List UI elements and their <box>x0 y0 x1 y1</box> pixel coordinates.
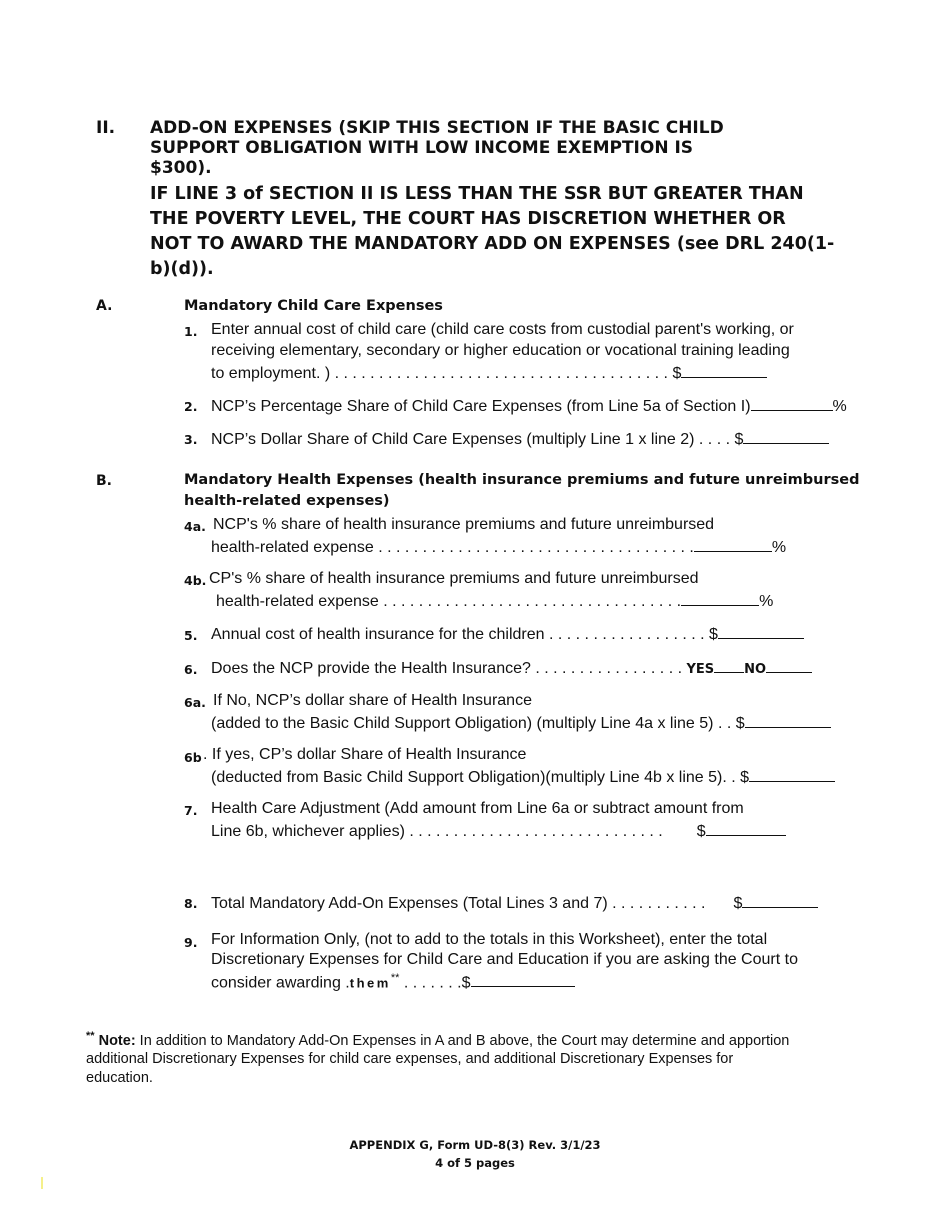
item-6b-line: (deducted from Basic Child Support Obligation)(multiply Line 4b x line 5). . $ <box>211 769 750 786</box>
part-b-title-line: health-related expenses) <box>184 493 390 509</box>
ncp-health-dollar-field[interactable] <box>745 711 831 728</box>
item-4b-text <box>209 568 699 589</box>
item-4a-text <box>213 514 714 535</box>
item-9-line: For Information Only, (not to add to the totals in this Worksheet), enter the total <box>211 931 768 948</box>
item-7-text <box>211 798 786 842</box>
item-number: 5. <box>184 628 198 643</box>
item-5-text <box>211 622 804 645</box>
item-8-text <box>211 891 818 914</box>
item-8-label: Total Mandatory Add-On Expenses (Total Lines 3 and 7) . . . . . . . . . . . <box>211 895 706 912</box>
discretion-line: NOT TO AWARD THE MANDATORY ADD ON EXPENSES (see DRL 240(1- <box>150 234 835 254</box>
ncp-childcare-dollar-field[interactable] <box>743 427 829 444</box>
item-9-suffix: . . . . . . .$ <box>399 974 471 992</box>
footnote-marker: ** <box>390 972 400 984</box>
part-b-title <box>184 470 859 512</box>
ncp-childcare-percent-field[interactable] <box>751 394 833 411</box>
discretion-line: IF LINE 3 of SECTION II IS LESS THAN THE SSR BUT GREATER THAN <box>150 184 804 204</box>
item-1-line: to employment. ) . . . . . . . . . . . . . . . . . . . . . . . . . . . . . . . . . . . . . . $ <box>211 365 682 382</box>
item-number: 3. <box>184 432 198 447</box>
item-number: 9. <box>184 935 198 950</box>
item-number: 6. <box>184 662 198 677</box>
percent-sign: % <box>759 593 774 610</box>
part-a-letter: A. <box>96 298 113 314</box>
no-label: NO <box>744 662 767 677</box>
part-b-letter: B. <box>96 473 112 489</box>
item-number: 8. <box>184 896 198 911</box>
item-number: 4b. <box>184 573 207 588</box>
item-3-label: NCP’s Dollar Share of Child Care Expenses (multiply Line 1 x line 2) . . . . $ <box>211 431 744 448</box>
item-6b-text <box>203 744 526 765</box>
item-7-line: Health Care Adjustment (Add amount from Line 6a or subtract amount from <box>211 800 744 817</box>
item-6-text <box>211 656 812 680</box>
item-number: 1. <box>184 324 198 339</box>
ncp-health-percent-field[interactable] <box>694 535 772 552</box>
yes-label: YES <box>686 662 715 677</box>
health-care-adjustment-field[interactable] <box>706 819 786 836</box>
child-care-cost-field[interactable] <box>681 361 767 378</box>
item-4a-text-2 <box>211 535 786 558</box>
item-5-label: Annual cost of health insurance for the children . . . . . . . . . . . . . . . . . . $ <box>211 626 718 643</box>
section-roman-numeral: II. <box>96 118 116 138</box>
item-9-text <box>211 930 798 993</box>
dollar-sign: $ <box>696 823 706 840</box>
item-number: 6b <box>184 750 202 765</box>
item-9-spaced-word: them <box>349 975 391 991</box>
item-4b-text-2 <box>216 589 773 612</box>
part-a-title: Mandatory Child Care Expenses <box>184 298 443 314</box>
section-discretion-heading <box>150 182 834 282</box>
section-heading-line: SUPPORT OBLIGATION WITH LOW INCOME EXEMPTION IS <box>150 138 694 158</box>
item-6a-text <box>213 690 532 711</box>
cp-health-dollar-field[interactable] <box>749 765 835 782</box>
item-4b-line: CP's % share of health insurance premiums and future unreimbursed <box>209 570 699 587</box>
health-insurance-cost-field[interactable] <box>718 622 804 639</box>
item-4a-line: NCP's % share of health insurance premiums and future unreimbursed <box>213 516 715 533</box>
item-1-line: receiving elementary, secondary or higher education or vocational training leading <box>211 342 790 359</box>
item-2-text <box>211 394 847 417</box>
item-4a-line: health-related expense . . . . . . . . . . . . . . . . . . . . . . . . . . . . . . . . . . . . <box>211 539 694 556</box>
item-6b-text-2 <box>211 765 835 788</box>
item-6a-line: (added to the Basic Child Support Obligation) (multiply Line 4a x line 5) . . $ <box>211 715 745 732</box>
item-2-label: NCP’s Percentage Share of Child Care Expenses (from Line 5a of Section I) <box>211 398 751 415</box>
item-6a-line: If No, NCP’s dollar share of Health Insurance <box>213 692 532 709</box>
footnote <box>86 1027 866 1087</box>
total-addon-expenses-field[interactable] <box>742 891 818 908</box>
discretionary-expenses-field[interactable] <box>471 970 575 987</box>
form-identifier: APPENDIX G, Form UD-8(3) Rev. 3/1/23 <box>349 1138 601 1152</box>
item-number: 6a. <box>184 695 206 710</box>
percent-sign: % <box>771 539 787 556</box>
item-1-text <box>211 319 794 384</box>
part-b-title-line: Mandatory Health Expenses (health insurance premiums and future unreimbursed <box>184 472 860 488</box>
discretion-line: THE POVERTY LEVEL, THE COURT HAS DISCRETION WHETHER OR <box>150 209 786 229</box>
item-number: 4a. <box>184 519 206 534</box>
discretion-line: b)(d)). <box>150 259 214 279</box>
item-1-line: Enter annual cost of child care (child care costs from custodial parent's working, or <box>211 321 794 338</box>
item-number: 2. <box>184 399 198 414</box>
item-9-line: Discretionary Expenses for Child Care and Education if you are asking the Court to <box>211 950 798 968</box>
note-line: education. <box>86 1069 153 1086</box>
page-number: 4 of 5 pages <box>435 1156 515 1170</box>
section-heading-line: ADD-ON EXPENSES (SKIP THIS SECTION IF THE BASIC CHILD <box>150 118 724 138</box>
percent-sign: % <box>832 398 847 415</box>
note-line: In addition to Mandatory Add-On Expenses in A and B above, the Court may determine and apportion <box>135 1032 790 1049</box>
no-field[interactable] <box>766 656 812 673</box>
note-line: additional Discretionary Expenses for child care expenses, and additional Discretionary Expenses for <box>86 1051 734 1068</box>
item-7-line: Line 6b, whichever applies) . . . . . . . . . . . . . . . . . . . . . . . . . . . . . <box>211 823 663 840</box>
highlight-mark <box>41 1177 43 1189</box>
item-3-text <box>211 427 829 450</box>
section-heading-line: $300). <box>150 158 212 178</box>
item-6-label: Does the NCP provide the Health Insurance? . . . . . . . . . . . . . . . . . <box>211 660 683 677</box>
section-heading <box>150 118 724 178</box>
note-label: Note: <box>98 1032 136 1049</box>
yes-field[interactable] <box>714 656 744 673</box>
footnote-stars: ** <box>86 1030 95 1042</box>
item-6b-line: . If yes, CP’s dollar Share of Health Insurance <box>203 746 527 763</box>
cp-health-percent-field[interactable] <box>681 589 759 606</box>
item-4b-line: health-related expense . . . . . . . . . . . . . . . . . . . . . . . . . . . . . . . . . . <box>216 593 682 610</box>
item-9-line: consider awarding . <box>211 974 350 992</box>
dollar-sign: $ <box>733 895 743 912</box>
item-6a-text-2 <box>211 711 831 734</box>
item-number: 7. <box>184 803 198 818</box>
